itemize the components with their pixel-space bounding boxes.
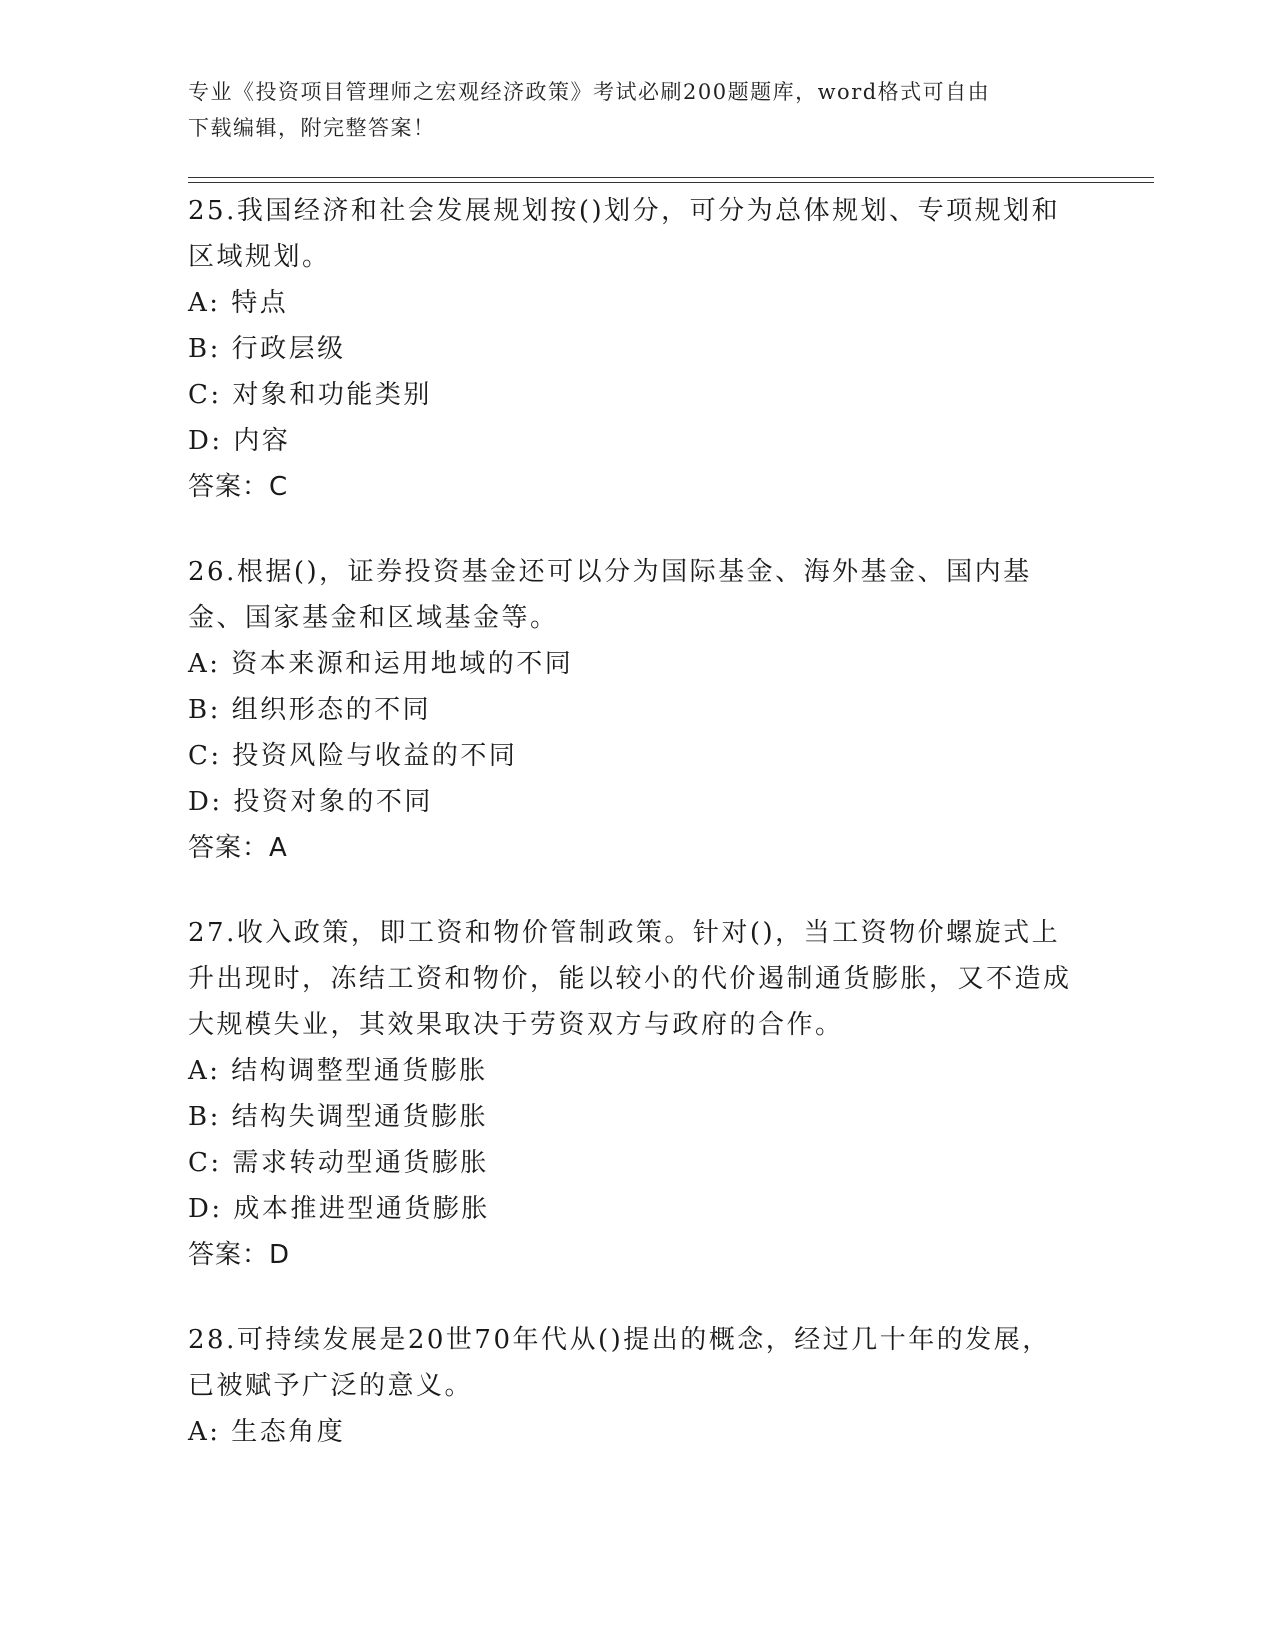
option-b: B: 组织形态的不同 (188, 695, 432, 725)
question-28 (188, 1317, 1088, 1455)
option-a: A: 特点 (188, 288, 289, 318)
question-26 (188, 549, 1088, 871)
option-c: C: 需求转动型通货膨胀 (188, 1148, 489, 1178)
option-c: C: 对象和功能类别 (188, 380, 432, 410)
option-b: B: 行政层级 (188, 334, 346, 364)
question-25 (188, 188, 1088, 510)
option-d: D: 投资对象的不同 (188, 787, 433, 817)
question-stem: 27.收入政策，即工资和物价管制政策。针对()，当工资物价螺旋式上升出现时，冻结工资和物价，能以较小的代价遏制通货膨胀，又不造成大规模失业，其效果取决于劳资双方与政府的合作。 (188, 918, 1072, 1040)
question-stem: 26.根据()，证券投资基金还可以分为国际基金、海外基金、国内基金、国家基金和区域基金等。 (188, 557, 1032, 633)
document-header (188, 74, 1068, 146)
option-a: A: 生态角度 (188, 1417, 346, 1447)
option-c: C: 投资风险与收益的不同 (188, 741, 518, 771)
answer-line: 答案：A (188, 833, 288, 863)
answer-line: 答案：D (188, 1240, 291, 1270)
question-stem: 28.可持续发展是20世70年代从()提出的概念，经过几十年的发展，已被赋予广泛的意义。 (188, 1325, 1051, 1401)
header-line-1: 专业《投资项目管理师之宏观经济政策》考试必刷200题题库，word格式可自由 (188, 80, 991, 104)
header-line-2: 下载编辑，附完整答案！ (188, 116, 436, 140)
option-a: A: 结构调整型通货膨胀 (188, 1056, 488, 1086)
option-d: D: 成本推进型通货膨胀 (188, 1194, 490, 1224)
answer-line: 答案：C (188, 472, 289, 502)
question-list (188, 188, 1088, 1494)
header-double-rule (188, 177, 1154, 183)
option-a: A: 资本来源和运用地域的不同 (188, 649, 574, 679)
question-27 (188, 910, 1088, 1278)
option-d: D: 内容 (188, 426, 291, 456)
question-stem: 25.我国经济和社会发展规划按()划分，可分为总体规划、专项规划和区域规划。 (188, 196, 1061, 272)
option-b: B: 结构失调型通货膨胀 (188, 1102, 489, 1132)
